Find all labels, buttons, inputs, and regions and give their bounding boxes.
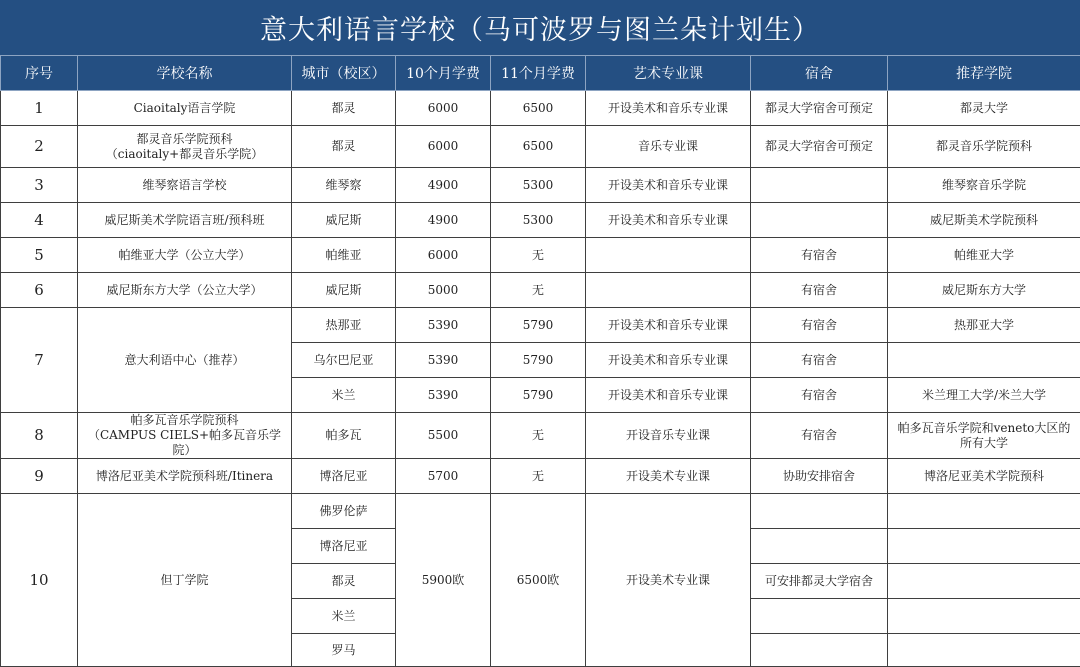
table-row <box>1 413 1080 459</box>
page-title: 意大利语言学校（马可波罗与图兰朵计划生） <box>0 0 1080 55</box>
fee-10-months: 6000 <box>396 126 491 168</box>
city: 维琴察 <box>292 168 396 203</box>
table-row <box>1 203 1080 238</box>
recommended-school <box>888 494 1080 529</box>
art-courses: 开设美术和音乐专业课 <box>586 91 751 126</box>
city: 米兰 <box>292 599 396 634</box>
school-name: 但丁学院 <box>78 494 292 667</box>
fee-10-months: 4900 <box>396 203 491 238</box>
fee-10-months: 5390 <box>396 308 491 343</box>
recommended-school: 都灵大学 <box>888 91 1080 126</box>
fee-11-months: 5790 <box>491 343 586 378</box>
school-name: 帕维亚大学（公立大学） <box>78 238 292 273</box>
fee-11-months: 6500 <box>491 126 586 168</box>
art-courses <box>586 273 751 308</box>
row-number: 8 <box>1 413 78 459</box>
table-row <box>1 273 1080 308</box>
art-courses: 开设美术专业课 <box>586 494 751 667</box>
dormitory: 有宿舍 <box>751 308 888 343</box>
row-number: 2 <box>1 126 78 168</box>
header-rec: 推荐学院 <box>888 56 1080 91</box>
dormitory <box>751 599 888 634</box>
table-row <box>1 126 1080 168</box>
recommended-school <box>888 564 1080 599</box>
row-number: 6 <box>1 273 78 308</box>
city: 佛罗伦萨 <box>292 494 396 529</box>
city: 罗马 <box>292 634 396 667</box>
recommended-school <box>888 599 1080 634</box>
school-name: 威尼斯东方大学（公立大学） <box>78 273 292 308</box>
recommended-school <box>888 343 1080 378</box>
city: 都灵 <box>292 126 396 168</box>
fee-11-months: 5790 <box>491 308 586 343</box>
art-courses: 开设美术专业课 <box>586 459 751 494</box>
city: 乌尔巴尼亚 <box>292 343 396 378</box>
school-name-line: 帕多瓦音乐学院预科 <box>80 413 289 428</box>
school-name: 意大利语中心（推荐） <box>78 308 292 413</box>
school-name: 威尼斯美术学院语言班/预科班 <box>78 203 292 238</box>
header-fee11: 11个月学费 <box>491 56 586 91</box>
row-number: 1 <box>1 91 78 126</box>
recommended-school: 米兰理工大学/米兰大学 <box>888 378 1080 413</box>
dormitory: 有宿舍 <box>751 273 888 308</box>
fee-11-months: 无 <box>491 273 586 308</box>
header-school: 学校名称 <box>78 56 292 91</box>
city: 威尼斯 <box>292 273 396 308</box>
school-name <box>78 413 292 459</box>
art-courses: 开设美术和音乐专业课 <box>586 203 751 238</box>
fee-10-months: 4900 <box>396 168 491 203</box>
dormitory: 可安排都灵大学宿舍 <box>751 564 888 599</box>
fee-10-months: 6000 <box>396 238 491 273</box>
recommended-school: 威尼斯东方大学 <box>888 273 1080 308</box>
fee-10-months: 5000 <box>396 273 491 308</box>
row-number: 4 <box>1 203 78 238</box>
recommended-school: 帕维亚大学 <box>888 238 1080 273</box>
table-row <box>1 91 1080 126</box>
fee-11-months: 无 <box>491 238 586 273</box>
fee-10-months: 5700 <box>396 459 491 494</box>
school-name: Ciaoitaly语言学院 <box>78 91 292 126</box>
table-row <box>1 168 1080 203</box>
table-row <box>1 494 1080 529</box>
header-dorm: 宿舍 <box>751 56 888 91</box>
row-number: 10 <box>1 494 78 667</box>
fee-10-months: 5500 <box>396 413 491 459</box>
recommended-school <box>888 634 1080 667</box>
city: 米兰 <box>292 378 396 413</box>
recommended-school: 威尼斯美术学院预科 <box>888 203 1080 238</box>
fee-11-months: 5790 <box>491 378 586 413</box>
art-courses: 开设美术和音乐专业课 <box>586 168 751 203</box>
dormitory: 有宿舍 <box>751 343 888 378</box>
fee-10-months: 6000 <box>396 91 491 126</box>
row-number: 7 <box>1 308 78 413</box>
recommended-school-line: 所有大学 <box>890 436 1078 451</box>
city: 都灵 <box>292 564 396 599</box>
school-name-line: 都灵音乐学院预科 <box>80 132 289 147</box>
table-row <box>1 308 1080 343</box>
recommended-school: 热那亚大学 <box>888 308 1080 343</box>
dormitory: 协助安排宿舍 <box>751 459 888 494</box>
fee-10-months: 5390 <box>396 378 491 413</box>
header-row <box>1 56 1080 91</box>
fee-10-months: 5390 <box>396 343 491 378</box>
row-number: 9 <box>1 459 78 494</box>
dormitory <box>751 634 888 667</box>
fee-11-months: 5300 <box>491 203 586 238</box>
dormitory: 都灵大学宿舍可预定 <box>751 126 888 168</box>
school-name: 维琴察语言学校 <box>78 168 292 203</box>
dormitory <box>751 203 888 238</box>
city: 博洛尼亚 <box>292 459 396 494</box>
table-row <box>1 459 1080 494</box>
dormitory: 有宿舍 <box>751 413 888 459</box>
city: 热那亚 <box>292 308 396 343</box>
recommended-school-line: 帕多瓦音乐学院和veneto大区的 <box>890 421 1078 436</box>
row-number: 3 <box>1 168 78 203</box>
recommended-school: 都灵音乐学院预科 <box>888 126 1080 168</box>
recommended-school: 博洛尼亚美术学院预科 <box>888 459 1080 494</box>
school-name-note: （ciaoitaly+都灵音乐学院） <box>80 147 289 162</box>
art-courses: 开设音乐专业课 <box>586 413 751 459</box>
city: 帕维亚 <box>292 238 396 273</box>
school-table <box>0 55 1080 667</box>
fee-11-months: 无 <box>491 459 586 494</box>
city: 威尼斯 <box>292 203 396 238</box>
dormitory: 有宿舍 <box>751 378 888 413</box>
fee-11-months: 5300 <box>491 168 586 203</box>
header-art: 艺术专业课 <box>586 56 751 91</box>
recommended-school <box>888 413 1080 459</box>
dormitory <box>751 168 888 203</box>
dormitory <box>751 529 888 564</box>
row-number: 5 <box>1 238 78 273</box>
city: 博洛尼亚 <box>292 529 396 564</box>
art-courses: 开设美术和音乐专业课 <box>586 378 751 413</box>
fee-11-months: 无 <box>491 413 586 459</box>
dormitory <box>751 494 888 529</box>
recommended-school <box>888 529 1080 564</box>
dormitory: 有宿舍 <box>751 238 888 273</box>
city: 都灵 <box>292 91 396 126</box>
header-city: 城市（校区） <box>292 56 396 91</box>
fee-11-months: 6500 <box>491 91 586 126</box>
fee-11-months: 6500欧 <box>491 494 586 667</box>
art-courses: 音乐专业课 <box>586 126 751 168</box>
header-no: 序号 <box>1 56 78 91</box>
header-fee10: 10个月学费 <box>396 56 491 91</box>
art-courses: 开设美术和音乐专业课 <box>586 343 751 378</box>
art-courses: 开设美术和音乐专业课 <box>586 308 751 343</box>
recommended-school: 维琴察音乐学院 <box>888 168 1080 203</box>
fee-10-months: 5900欧 <box>396 494 491 667</box>
table-row <box>1 238 1080 273</box>
school-name <box>78 126 292 168</box>
school-name-note: （CAMPUS CIELS+帕多瓦音乐学院） <box>80 428 289 458</box>
city: 帕多瓦 <box>292 413 396 459</box>
dormitory: 都灵大学宿舍可预定 <box>751 91 888 126</box>
art-courses <box>586 238 751 273</box>
school-name: 博洛尼亚美术学院预科班/Itinera <box>78 459 292 494</box>
